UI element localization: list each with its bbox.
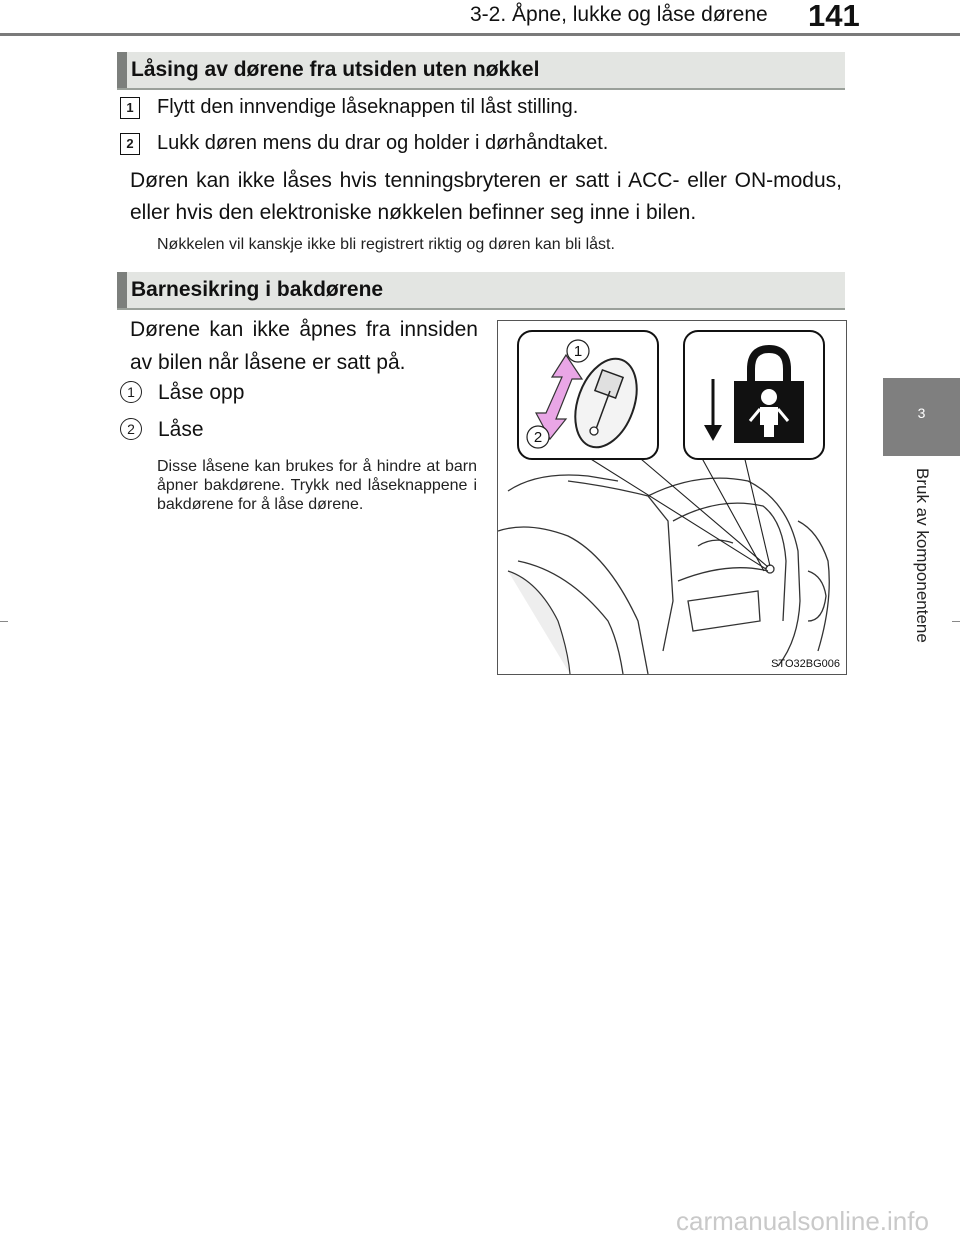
section-heading-keyless-locking: [117, 52, 845, 90]
step-badge: 1: [120, 97, 140, 119]
lock-condition-paragraph: Døren kan ikke låses hvis tenningsbryteren er satt i ACC- eller ON-modus, eller hvis den elektroniske nøkkelen befinner seg inne i bilen.: [130, 169, 842, 224]
section-title: Barnesikring i bakdørene: [131, 278, 384, 301]
child-lock-paragraph: Dørene kan ikke åpnes fra innsiden av bilen når låsene er satt på.: [130, 318, 478, 374]
section-title: Låsing av dørene fra utsiden uten nøkkel: [131, 58, 540, 81]
figure-code: STO32BG006: [771, 658, 840, 670]
step-text: Flytt den innvendige låseknappen til låst stilling.: [157, 96, 579, 118]
section-heading-child-lock: [117, 272, 845, 310]
item-text: Låse opp: [158, 381, 245, 404]
watermark: carmanualsonline.info: [676, 1206, 929, 1236]
crop-mark-left: [0, 621, 8, 622]
chapter-tab: 3: [883, 378, 960, 456]
item-text: Låse: [158, 418, 204, 441]
page-number: 141: [808, 0, 860, 33]
child-lock-note: Disse låsene kan brukes for å hindre at barn åpner bakdørene. Trykk ned låseknappene i bakdørene for å låse dørene.: [157, 458, 477, 513]
chapter-label: Bruk av komponentene: [913, 468, 932, 643]
item-number-circle: 1: [120, 381, 142, 403]
callout-label-1: 1: [573, 343, 583, 360]
section-accent: [117, 272, 127, 308]
lock-note: Nøkkelen vil kanskje ikke bli registrert riktig og døren kan bli låst.: [157, 236, 615, 253]
callout-label-2: 2: [533, 429, 543, 446]
header-rule: [0, 33, 960, 36]
illustration-svg: [498, 321, 846, 674]
step-text: Lukk døren mens du drar og holder i dørhåndtaket.: [157, 132, 609, 154]
running-header: 3-2. Åpne, lukke og låse dørene: [470, 3, 768, 26]
section-accent: [117, 52, 127, 88]
wheel-arch: [508, 571, 570, 674]
step-badge: 2: [120, 133, 140, 155]
item-number-circle: 2: [120, 418, 142, 440]
child-lock-illustration: [497, 320, 847, 675]
crop-mark-right: [952, 621, 960, 622]
